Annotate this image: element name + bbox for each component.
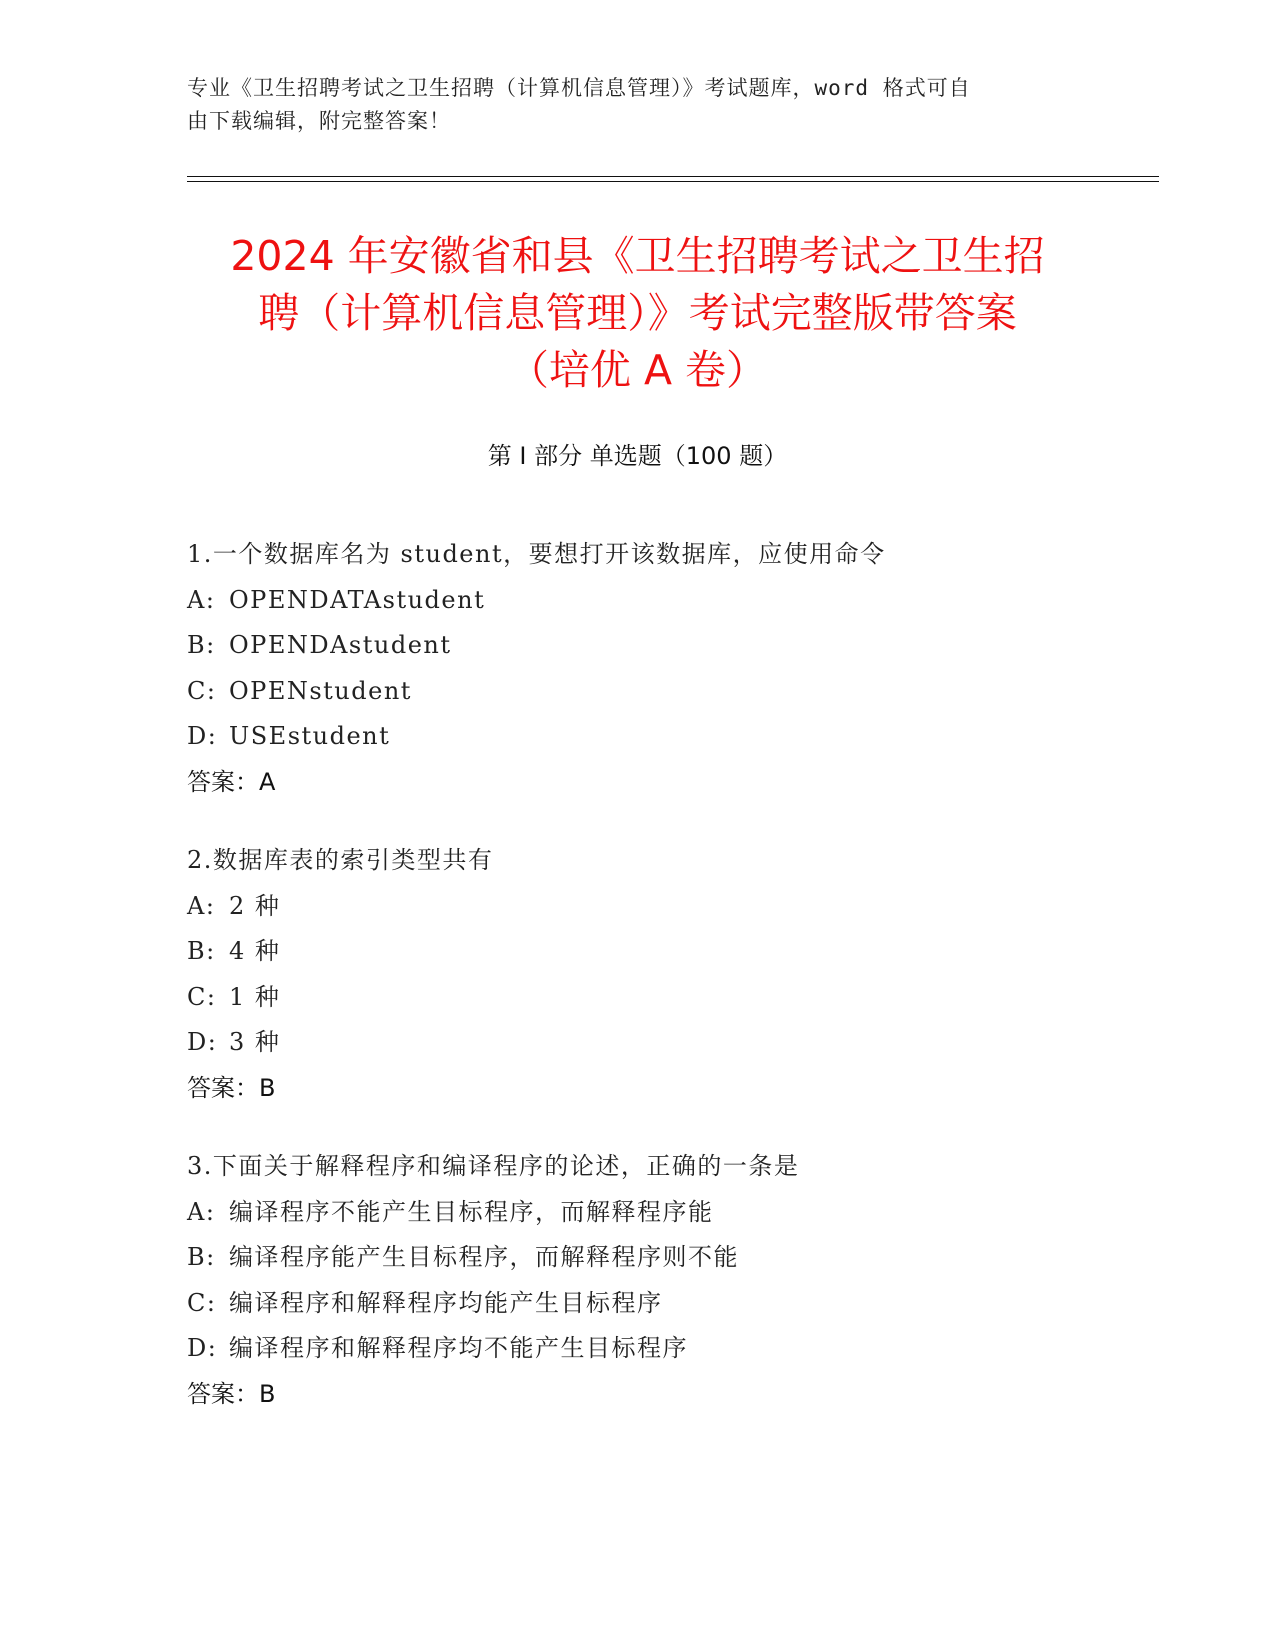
header-divider-top	[187, 176, 1159, 177]
option-text: 4 种	[229, 937, 281, 965]
option-key: B:	[187, 1243, 216, 1271]
option-a	[187, 578, 1147, 624]
section-heading: 第 I 部分 单选题（100 题）	[487, 442, 788, 470]
option-key: C:	[187, 676, 217, 705]
option-text: OPENDAstudent	[229, 631, 452, 659]
option-d	[187, 1020, 1147, 1066]
option-key: C:	[187, 982, 217, 1011]
answer-line: 答案：B	[187, 1379, 276, 1408]
answer-line: 答案：A	[187, 767, 276, 796]
option-key: D:	[187, 1028, 218, 1056]
option-text: 编译程序和解释程序均能产生目标程序	[229, 1288, 663, 1317]
option-d	[187, 1326, 1147, 1372]
option-c	[187, 669, 1147, 715]
question-item	[187, 532, 1147, 805]
option-c	[187, 1281, 1147, 1327]
option-text: OPENstudent	[229, 676, 412, 705]
option-key: D:	[187, 722, 218, 750]
option-key: A:	[187, 1197, 216, 1226]
option-text: 2 种	[229, 891, 281, 920]
question-item	[187, 838, 1147, 1111]
option-b	[187, 929, 1147, 975]
option-text: 编译程序能产生目标程序，而解释程序则不能	[229, 1243, 739, 1271]
option-text: 3 种	[229, 1028, 281, 1056]
option-c	[187, 975, 1147, 1021]
header-note-line-1: 专业《卫生招聘考试之卫生招聘（计算机信息管理）》考试题库，word 格式可自	[187, 76, 971, 100]
option-a	[187, 884, 1147, 930]
option-d	[187, 714, 1147, 760]
option-key: C:	[187, 1288, 217, 1317]
option-key: A:	[187, 585, 216, 614]
question-stem: 2.数据库表的索引类型共有	[187, 846, 494, 874]
option-text: USEstudent	[229, 722, 391, 750]
title-line-2: 聘（计算机信息管理）》考试完整版带答案	[258, 289, 1017, 337]
header-divider-bottom	[187, 181, 1159, 182]
option-b	[187, 1235, 1147, 1281]
question-list	[187, 532, 1147, 1450]
question-stem: 3.下面关于解释程序和编译程序的论述，正确的一条是	[187, 1152, 800, 1180]
question-stem: 1.一个数据库名为 student，要想打开该数据库，应使用命令	[187, 540, 886, 568]
option-key: B:	[187, 631, 216, 659]
option-key: B:	[187, 937, 216, 965]
option-text: 1 种	[229, 982, 281, 1011]
answer-line: 答案：B	[187, 1073, 276, 1102]
option-text: 编译程序和解释程序均不能产生目标程序	[229, 1334, 688, 1362]
option-key: D:	[187, 1334, 218, 1362]
option-a	[187, 1190, 1147, 1236]
option-text: 编译程序不能产生目标程序，而解释程序能	[229, 1197, 714, 1226]
option-b	[187, 623, 1147, 669]
header-note-line-2: 由下载编辑，附完整答案！	[187, 109, 451, 133]
document-header-note	[187, 72, 1087, 138]
title-line-3: （培优 A 卷）	[507, 346, 768, 394]
option-key: A:	[187, 891, 216, 920]
document-title	[150, 228, 1125, 399]
option-text: OPENDATAstudent	[229, 585, 486, 614]
title-line-1: 2024 年安徽省和县《卫生招聘考试之卫生招	[230, 232, 1045, 280]
question-item	[187, 1144, 1147, 1417]
